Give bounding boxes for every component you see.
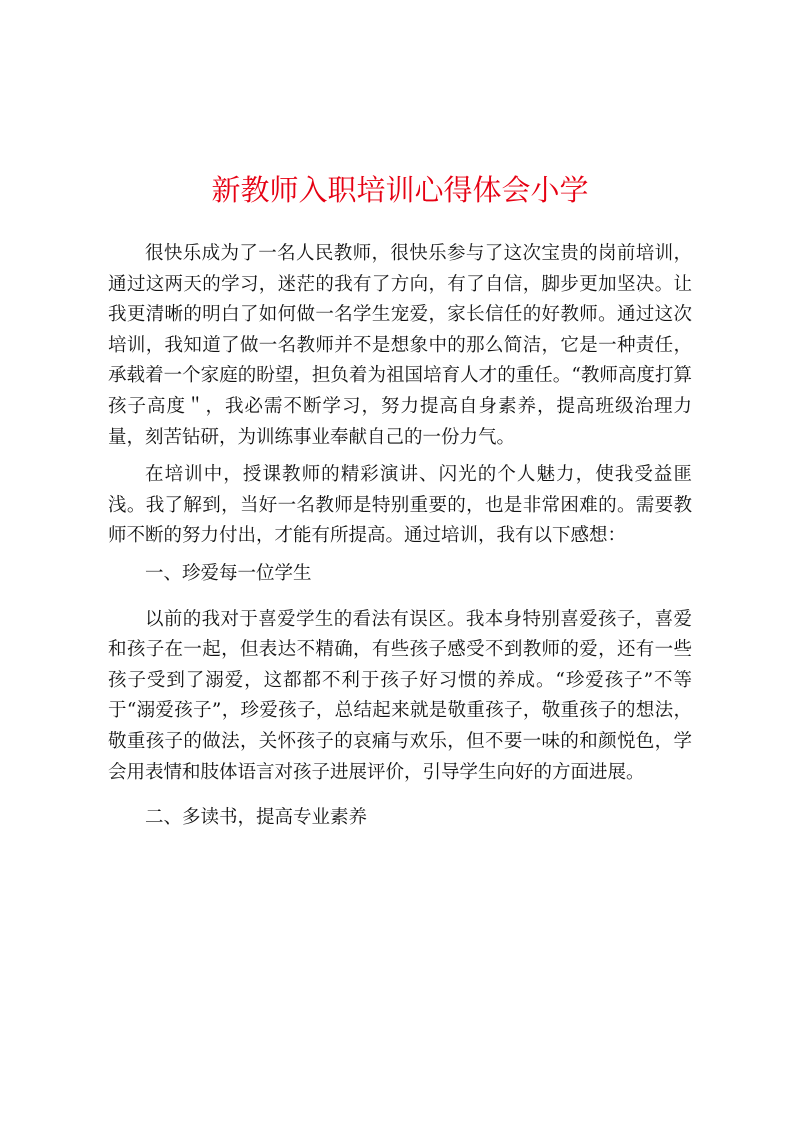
section-heading-2: 二、多读书，提高专业素养 xyxy=(145,807,368,829)
section-heading-1: 一、珍爱每一位学生 xyxy=(145,562,312,584)
paragraph-training: 在培训中，授课教师的精彩演讲、闪光的个人魅力，使我受益匪浅。我了解到，当好一名教师是特别重要的，也是非常困难的。需要教师不断的努力付出，才能有所提高。通过培训，我有以下感想： xyxy=(108,464,692,547)
paragraph-love-students: 以前的我对于喜爱学生的看法有误区。我本身特别喜爱孩子，喜爱和孩子在一起，但表达不精确，有些孩子感受不到教师的爱，还有一些孩子受到了溺爱，这都都不利于孩子好习惯的养成。“珍爱孩子”不等于“溺爱孩子”，珍爱孩子，总结起来就是敬重孩子，敬重孩子的想法，敬重孩子的做法，关怀孩子的哀痛与欢乐，但不要一味的和颜悦色，学会用表情和肢体语言对孩子进展评价，引导学生向好的方面进展。 xyxy=(108,608,692,783)
paragraph-intro: 很快乐成为了一名人民教师，很快乐参与了这次宝贵的岗前培训，通过这两天的学习，迷茫的我有了方向，有了自信，脚步更加坚决。让我更清晰的明白了如何做一名学生宠爱，家长信任的好教师。通过这次培训，我知道了做一名教师并不是想象中的那么简洁，它是一种责任，承载着一个家庭的盼望，担负着为祖国培育人才的重任。“教师高度打算孩子高度＂，我必需不断学习，努力提高自身素养，提高班级治理力量，刻苦钻研，为训练事业奉献自己的一份力气。 xyxy=(108,243,692,448)
document-title: 新教师入职培训心得体会小学 xyxy=(211,173,589,207)
document-body xyxy=(108,239,692,841)
